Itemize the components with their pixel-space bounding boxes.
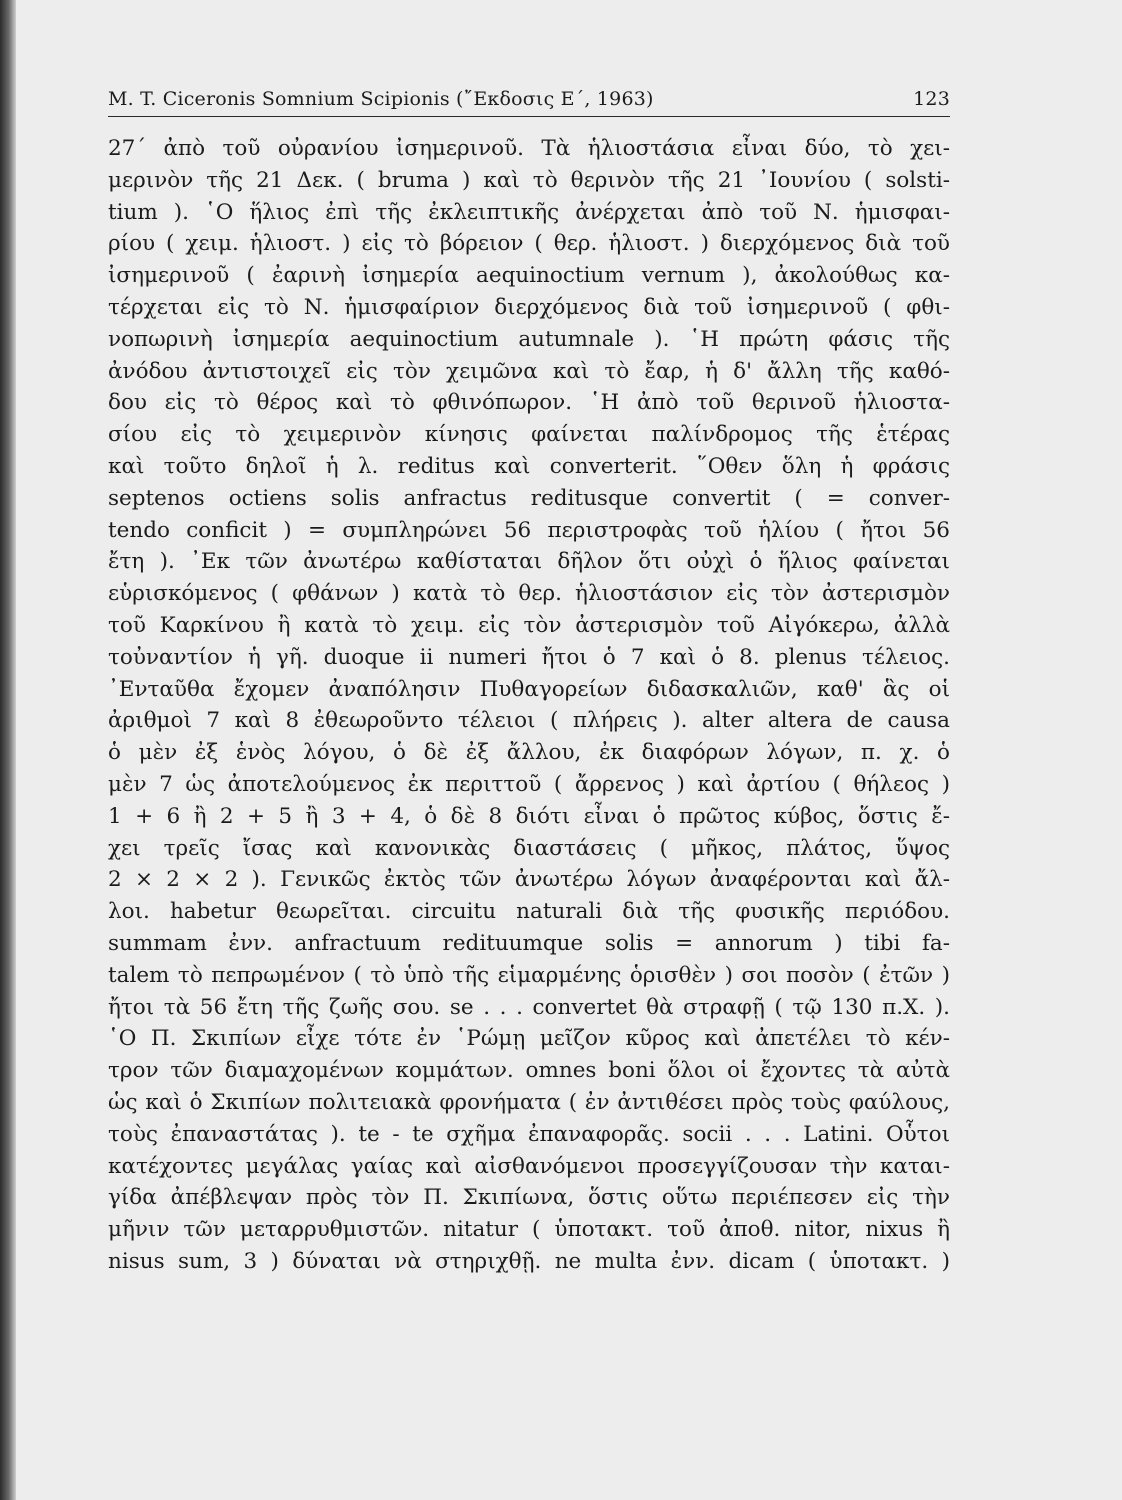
text-line: ῾Ο Π. Σκιπίων εἶχε τότε ἐν ῾Ρώμῃ μεῖζον κῦρος καὶ ἀπετέλει τὸ κέν- <box>108 1026 950 1052</box>
text-line: λοι. habetur θεωρεῖται. circuitu naturali διὰ τῆς φυσικῆς περιόδου. <box>108 899 950 925</box>
text-line: ᾿Ενταῦθα ἔχομεν ἀναπόλησιν Πυθαγορείων διδασκαλιῶν, καθ' ἃς οἱ <box>108 676 950 702</box>
text-line: tium ). ῾Ο ἥλιος ἐπὶ τῆς ἐκλειπτικῆς ἀνέρχεται ἀπὸ τοῦ Ν. ἡμισφαι- <box>108 199 950 225</box>
text-line: εὑρισκόμενος ( φθάνων ) κατὰ τὸ θερ. ἡλιοστάσιον εἰς τὸν ἀστερισμὸν <box>108 581 950 607</box>
text-line: 2 × 2 × 2 ). Γενικῶς ἐκτὸς τῶν ἀνωτέρω λόγων ἀναφέρονται καὶ ἄλ- <box>108 867 950 893</box>
text-line: σίου εἰς τὸ χειμερινὸν κίνησις φαίνεται παλίνδρομος τῆς ἑτέρας <box>108 422 950 448</box>
text-line: tendo conficit ) = συμπληρώνει 56 περιστροφὰς τοῦ ἡλίου ( ἤτοι 56 <box>108 517 950 543</box>
running-header <box>108 88 950 117</box>
text-line: κατέχοντες μεγάλας γαίας καὶ αἰσθανόμενοι προσεγγίζουσαν τὴν καται- <box>108 1153 950 1179</box>
book-page <box>108 88 950 1278</box>
text-line: nisus sum, 3 ) δύναται νὰ στηριχθῇ. ne multa ἐνν. dicam ( ὑποτακτ. ) <box>108 1248 950 1274</box>
text-line: ἰσημερινοῦ ( ἐαρινὴ ἰσημερία aequinoctium vernum ), ἀκολούθως κα- <box>108 263 950 289</box>
page-number: 123 <box>913 88 950 110</box>
text-line: septenos octiens solis anfractus reditusque convertit ( = conver- <box>108 485 950 511</box>
text-line: χει τρεῖς ἴσας καὶ κανονικὰς διαστάσεις ( μῆκος, πλάτος, ὕψος <box>108 835 950 861</box>
text-line: 1 + 6 ἢ 2 + 5 ἢ 3 + 4, ὁ δὲ 8 διότι εἶναι ὁ πρῶτος κύβος, ὅστις ἔ- <box>108 803 950 829</box>
text-line: ἔτη ). ᾿Εκ τῶν ἀνωτέρω καθίσταται δῆλον ὅτι οὐχὶ ὁ ἥλιος φαίνεται <box>108 549 950 575</box>
running-title: M. T. Ciceronis Somnium Scipionis (῎Εκδοσις Ε΄, 1963) <box>108 88 654 110</box>
text-line: μερινὸν τῆς 21 Δεκ. ( bruma ) καὶ τὸ θερινὸν τῆς 21 ᾿Ιουνίου ( solsti- <box>108 167 950 193</box>
body-text <box>108 133 950 1278</box>
text-line: μῆνιν τῶν μεταρρυθμιστῶν. nitatur ( ὑποτακτ. τοῦ ἀποθ. nitor, nixus ἢ <box>108 1217 950 1243</box>
text-line: τοὐναντίον ἡ γῆ. duoque ii numeri ἤτοι ὁ 7 καὶ ὁ 8. plenus τέλειος. <box>108 644 950 670</box>
text-line: τοὺς ἐπαναστάτας ). te - te σχῆμα ἐπαναφορᾶς. socii . . . Latini. Οὗτοι <box>108 1121 950 1147</box>
text-line: δου εἰς τὸ θέρος καὶ τὸ φθινόπωρον. ῾Η ἀπὸ τοῦ θερινοῦ ἡλιοστα- <box>108 390 950 416</box>
scan-edge-shadow <box>0 0 16 1500</box>
text-line: ὡς καὶ ὁ Σκιπίων πολιτειακὰ φρονήματα ( ἐν ἀντιθέσει πρὸς τοὺς φαύλους, <box>108 1089 950 1115</box>
text-line: ἤτοι τὰ 56 ἔτη τῆς ζωῆς σου. se . . . convertet θὰ στραφῇ ( τῷ 130 π.Χ. ). <box>108 994 950 1020</box>
text-line: γίδα ἀπέβλεψαν πρὸς τὸν Π. Σκιπίωνα, ὅστις οὕτω περιέπεσεν εἰς τὴν <box>108 1185 950 1211</box>
text-line: ὁ μὲν ἐξ ἑνὸς λόγου, ὁ δὲ ἐξ ἄλλου, ἐκ διαφόρων λόγων, π. χ. ὁ <box>108 740 950 766</box>
text-line: καὶ τοῦτο δηλοῖ ἡ λ. reditus καὶ converterit. ῞Οθεν ὅλη ἡ φράσις <box>108 453 950 479</box>
text-line: τρον τῶν διαμαχομένων κομμάτων. omnes boni ὅλοι οἱ ἔχοντες τὰ αὐτὰ <box>108 1058 950 1084</box>
text-line: talem τὸ πεπρωμένον ( τὸ ὑπὸ τῆς εἱμαρμένης ὁρισθὲν ) σοι ποσὸν ( ἐτῶν ) <box>108 962 950 988</box>
text-line: νοπωρινὴ ἰσημερία aequinoctium autumnale ). ῾Η πρώτη φάσις τῆς <box>108 326 950 352</box>
text-line: ρίου ( χειμ. ἡλιοστ. ) εἰς τὸ βόρειον ( θερ. ἡλιοστ. ) διερχόμενος διὰ τοῦ <box>108 231 950 257</box>
text-line: μὲν 7 ὡς ἀποτελούμενος ἐκ περιττοῦ ( ἄρρενος ) καὶ ἀρτίου ( θήλεος ) <box>108 771 950 797</box>
text-line: summam ἐνν. anfractuum redituumque solis = annorum ) tibi fa- <box>108 930 950 956</box>
text-line: τοῦ Καρκίνου ἢ κατὰ τὸ χειμ. εἰς τὸν ἀστερισμὸν τοῦ Αἰγόκερω, ἀλλὰ <box>108 612 950 638</box>
text-line: ἀριθμοὶ 7 καὶ 8 ἐθεωροῦντο τέλειοι ( πλήρεις ). alter altera de causa <box>108 708 950 734</box>
text-line: τέρχεται εἰς τὸ Ν. ἡμισφαίριον διερχόμενος διὰ τοῦ ἰσημερινοῦ ( φθι- <box>108 294 950 320</box>
text-line: 27΄ ἀπὸ τοῦ οὐρανίου ἰσημερινοῦ. Τὰ ἡλιοστάσια εἶναι δύο, τὸ χει- <box>108 136 950 161</box>
text-line: ἀνόδου ἀντιστοιχεῖ εἰς τὸν χειμῶνα καὶ τὸ ἔαρ, ἡ δ' ἄλλη τῆς καθό- <box>108 358 950 384</box>
